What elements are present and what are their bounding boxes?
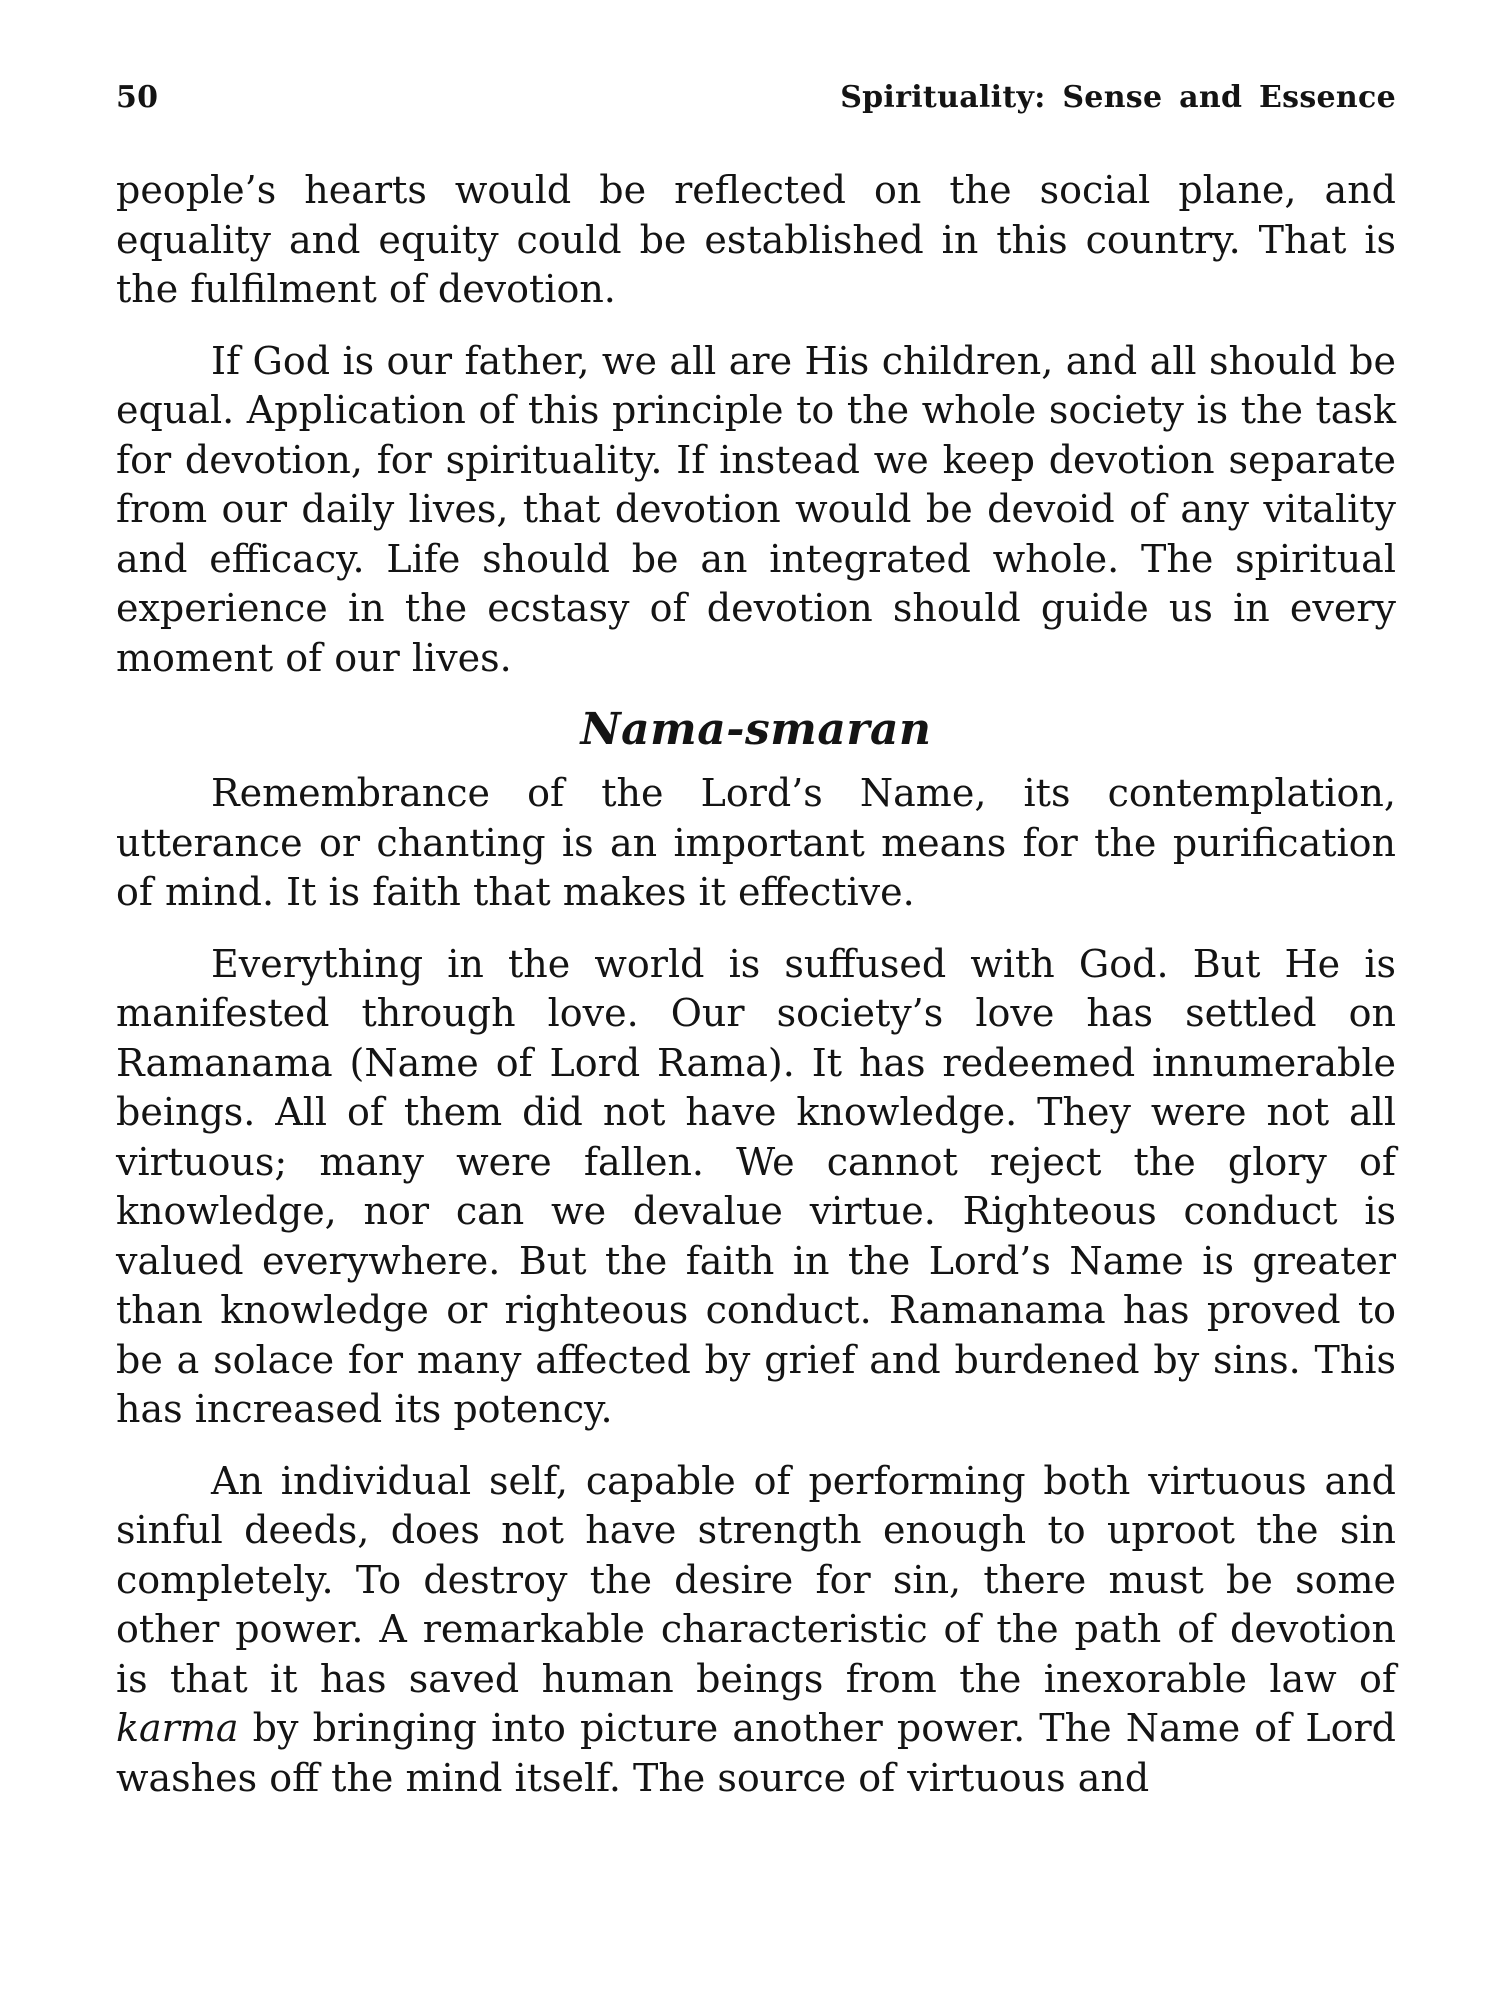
page-body (116, 166, 1396, 1803)
section-heading: Nama-smaran (580, 704, 932, 755)
paragraph-everything: Everything in the world is suffused with God. But He is manifested through love. Our society’s love has settled on Ramanama (Name of Lord Rama). It has redeemed innumerable beings. All of them did not have knowledge. They were not all virtuous; many were fallen. We cannot reject the glory of knowledge, nor can we devalue virtue. Righteous conduct is valued everywhere. But the faith in the Lord’s Name is greater than knowledge or righteous conduct. Ramanama has proved to be a solace for many affected by grief and burdened by sins. This has increased its potency. (116, 941, 1396, 1431)
book-page (116, 80, 1396, 1825)
running-title: Spirituality: Sense and Essence (840, 80, 1396, 115)
paragraph-individual-self (116, 1457, 1396, 1804)
paragraph-text-before: An individual self, capable of performing both virtuous and sinful deeds, does not have strength enough to uproot the sin completely. To destroy the desire for sin, there must be some other power. A remarkable characteristic of the path of devotion is that it has saved human beings from the inexorable law of (116, 1458, 1396, 1701)
running-head (116, 80, 1396, 132)
paragraph-text-after: by bringing into picture another power. The Name of Lord washes off the mind itself. The source of virtuous and (116, 1706, 1396, 1800)
paragraph-continued: people’s hearts would be reflected on the social plane, and equality and equity could be established in this country. That is the fulfilment of devotion. (116, 168, 1396, 311)
emphasis-karma: karma (116, 1706, 239, 1750)
paragraph-remembrance: Remembrance of the Lord’s Name, its contemplation, utterance or chanting is an important means for the purification of mind. It is faith that makes it effective. (116, 771, 1396, 914)
paragraph-god-father: If God is our father, we all are His children, and all should be equal. Application of this principle to the whole society is the task for devotion, for spirituality. If instead we keep devotion separate from our daily lives, that devotion would be devoid of any vitality and efficacy. Life should be an integrated whole. The spiritual experience in the ecstasy of devotion should guide us in every moment of our lives. (116, 338, 1396, 680)
page-number: 50 (116, 80, 159, 115)
